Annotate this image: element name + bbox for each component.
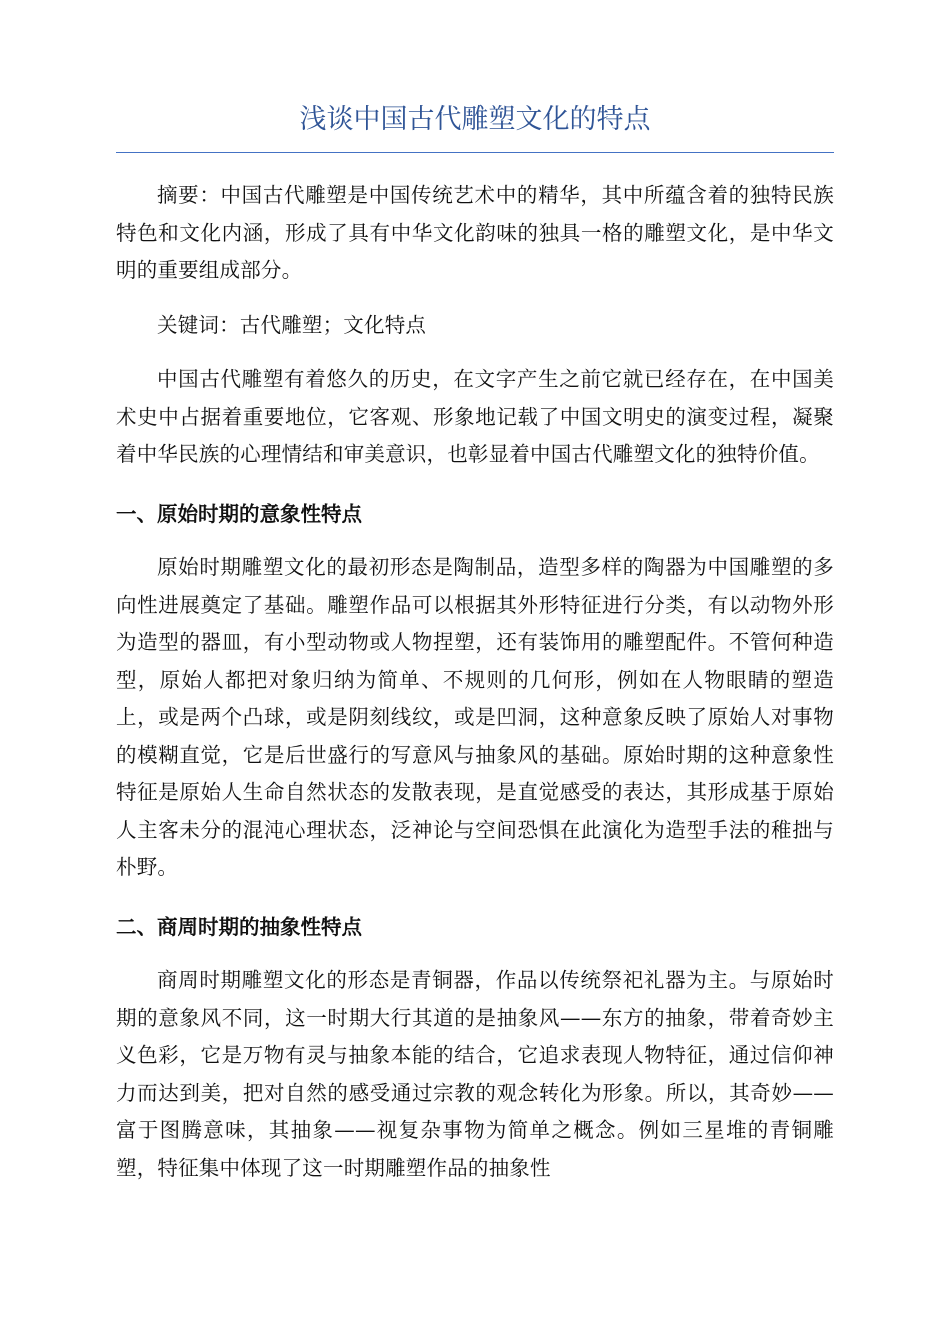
section-body-primitive: 原始时期雕塑文化的最初形态是陶制品，造型多样的陶器为中国雕塑的多向性进展奠定了基础。雕塑作品可以根据其外形特征进行分类，有以动物外形为造型的器皿，有小型动物或人物捏塑，还有装饰用的雕塑配件。不管何种造型，原始人都把对象归纳为简单、不规则的几何形，例如在人物眼睛的塑造上，或是两个凸球，或是阴刻线纹，或是凹洞，这种意象反映了原始人对事物的模糊直觉，它是后世盛行的写意风与抽象风的基础。原始时期的这种意象性特征是原始人生命自然状态的发散表现，是直觉感受的表达，其形成基于原始人主客未分的混沌心理状态，泛神论与空间恐惧在此演化为造型手法的稚拙与朴野。: [116, 555, 834, 879]
abstract-paragraph: 摘要：中国古代雕塑是中国传统艺术中的精华，其中所蕴含着的独特民族特色和文化内涵，形成了具有中华文化韵味的独具一格的雕塑文化，是中华文明的重要组成部分。: [116, 183, 834, 282]
section-body-shang-zhou: 商周时期雕塑文化的形态是青铜器，作品以传统祭祀礼器为主。与原始时期的意象风不同，这一时期大行其道的是抽象风——东方的抽象，带着奇妙主义色彩，它是万物有灵与抽象本能的结合，它追求表现人物特征，通过信仰神力而达到美，把对自然的感受通过宗教的观念转化为形象。所以，其奇妙——富于图腾意味，其抽象——视复杂事物为简单之概念。例如三星堆的青铜雕塑，特征集中体现了这一时期雕塑作品的抽象性: [116, 968, 834, 1180]
intro-paragraph: 中国古代雕塑有着悠久的历史，在文字产生之前它就已经存在，在中国美术史中占据着重要地位，它客观、形象地记载了中国文明史的演变过程，凝聚着中华民族的心理情结和审美意识，也彰显着中国古代雕塑文化的独特价值。: [116, 367, 834, 466]
keywords-paragraph: 关键词：古代雕塑；文化特点: [157, 312, 427, 337]
document-title: 浅谈中国古代雕塑文化的特点: [116, 96, 834, 153]
section-heading-primitive: 一、原始时期的意象性特点: [116, 501, 362, 526]
document-page: [116, 96, 834, 1187]
section-heading-shang-zhou: 二、商周时期的抽象性特点: [116, 914, 362, 939]
